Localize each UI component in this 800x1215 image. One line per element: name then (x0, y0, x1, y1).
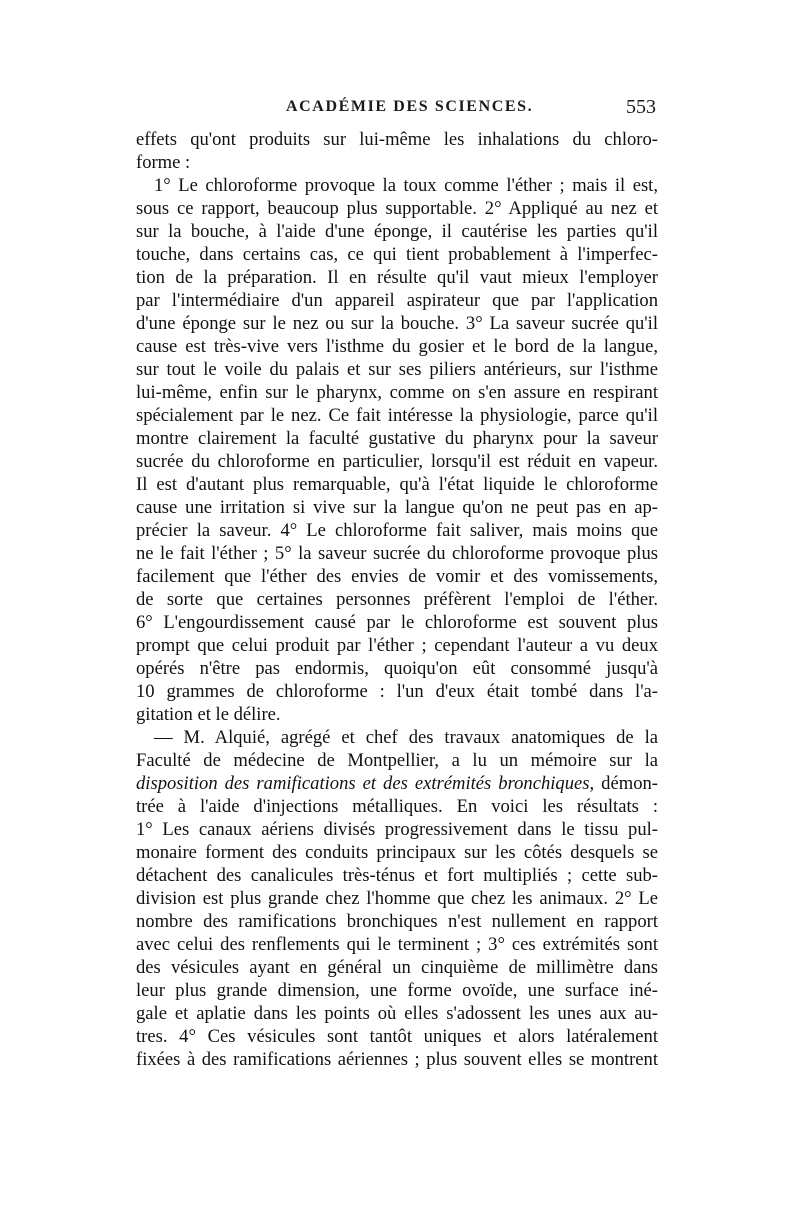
text-line-rest: , démon- (589, 773, 658, 794)
text-line: nombre des ramifications bronchiques n'est nullement en rapport (136, 911, 658, 932)
text-line: gitation et le délire. (136, 704, 281, 725)
text-line: 10 grammes de chloroforme : l'un d'eux était tombé dans l'a- (136, 681, 658, 702)
text-line: touche, dans certains cas, ce qui tient probablement à l'imperfec- (136, 244, 658, 265)
text-line: des vésicules ayant en général un cinquième de millimètre dans (136, 957, 658, 978)
text-line: avec celui des renflements qui le terminent ; 3° ces extrémités sont (136, 934, 658, 955)
text-line: opérés n'être pas endormis, quoiqu'on eût consommé jusqu'à (136, 658, 658, 679)
text-line: sur la bouche, à l'aide d'une éponge, il cautérise les parties qu'il (136, 221, 658, 242)
text-line: monaire forment des conduits principaux sur les côtés desquels se (136, 842, 658, 863)
text-line: ne le fait l'éther ; 5° la saveur sucrée du chloroforme provoque plus (136, 543, 658, 564)
memoir-title: disposition des ramifications et des extrémités bronchiques (136, 773, 590, 794)
text-line: forme : (136, 152, 191, 173)
text-line: prompt que celui produit par l'éther ; cependant l'auteur a vu deux (136, 635, 658, 656)
running-header-title: ACADÉMIE DES SCIENCES. (286, 98, 534, 115)
text-line: sur tout le voile du palais et sur ses piliers antérieurs, sur l'isthme (136, 359, 658, 380)
text-line: 6° L'engourdissement causé par le chloroforme est souvent plus (136, 612, 658, 633)
text-line: leur plus grande dimension, une forme ovoïde, une surface iné- (136, 980, 658, 1001)
text-line: 1° Le chloroforme provoque la toux comme l'éther ; mais il est, (154, 175, 658, 196)
text-line: tres. 4° Ces vésicules sont tantôt uniques et alors latéralement (136, 1026, 658, 1047)
text-line: spécialement par le nez. Ce fait intéresse la physiologie, parce qu'il (136, 405, 658, 426)
text-line: Faculté de médecine de Montpellier, a lu un mémoire sur la (136, 750, 658, 771)
text-line: montre clairement la faculté gustative du pharynx pour la saveur (136, 428, 658, 449)
text-line: de sorte que certaines personnes préfèrent l'emploi de l'éther. (136, 589, 658, 610)
text-line: division est plus grande chez l'homme que chez les animaux. 2° Le (136, 888, 658, 909)
body-text (136, 128, 658, 1071)
text-line: fixées à des ramifications aériennes ; plus souvent elles se montrent (136, 1049, 658, 1070)
text-line: 1° Les canaux aériens divisés progressivement dans le tissu pul- (136, 819, 658, 840)
text-line: d'une éponge sur le nez ou sur la bouche. 3° La saveur sucrée qu'il (136, 313, 658, 334)
text-line: sous ce rapport, beaucoup plus supportable. 2° Appliqué au nez et (136, 198, 658, 219)
text-line-italic-title (136, 772, 658, 795)
text-line: précier la saveur. 4° Le chloroforme fait saliver, mais moins que (136, 520, 658, 541)
running-header (136, 94, 656, 122)
text-line: cause une irritation si vive sur la langue qu'on ne peut pas en ap- (136, 497, 658, 518)
page-number: 553 (626, 96, 656, 118)
text-line: Il est d'autant plus remarquable, qu'à l'état liquide le chloroforme (136, 474, 658, 495)
text-line: sucrée du chloroforme en particulier, lorsqu'il est réduit en vapeur. (136, 451, 658, 472)
text-line: facilement que l'éther des envies de vomir et des vomissements, (136, 566, 658, 587)
text-line: — M. Alquié, agrégé et chef des travaux anatomiques de la (154, 727, 658, 748)
text-line: détachent des canalicules très-ténus et fort multipliés ; cette sub- (136, 865, 658, 886)
text-line: gale et aplatie dans les points où elles s'adossent les unes aux au- (136, 1003, 658, 1024)
text-line: cause est très-vive vers l'isthme du gosier et le bord de la langue, (136, 336, 658, 357)
text-line: tion de la préparation. Il en résulte qu'il vaut mieux l'employer (136, 267, 658, 288)
text-line: effets qu'ont produits sur lui-même les inhalations du chloro- (136, 129, 658, 150)
text-line: trée à l'aide d'injections métalliques. En voici les résultats : (136, 796, 658, 817)
text-line: par l'intermédiaire d'un appareil aspirateur que par l'application (136, 290, 658, 311)
text-line: lui-même, enfin sur le pharynx, comme on s'en assure en respirant (136, 382, 658, 403)
